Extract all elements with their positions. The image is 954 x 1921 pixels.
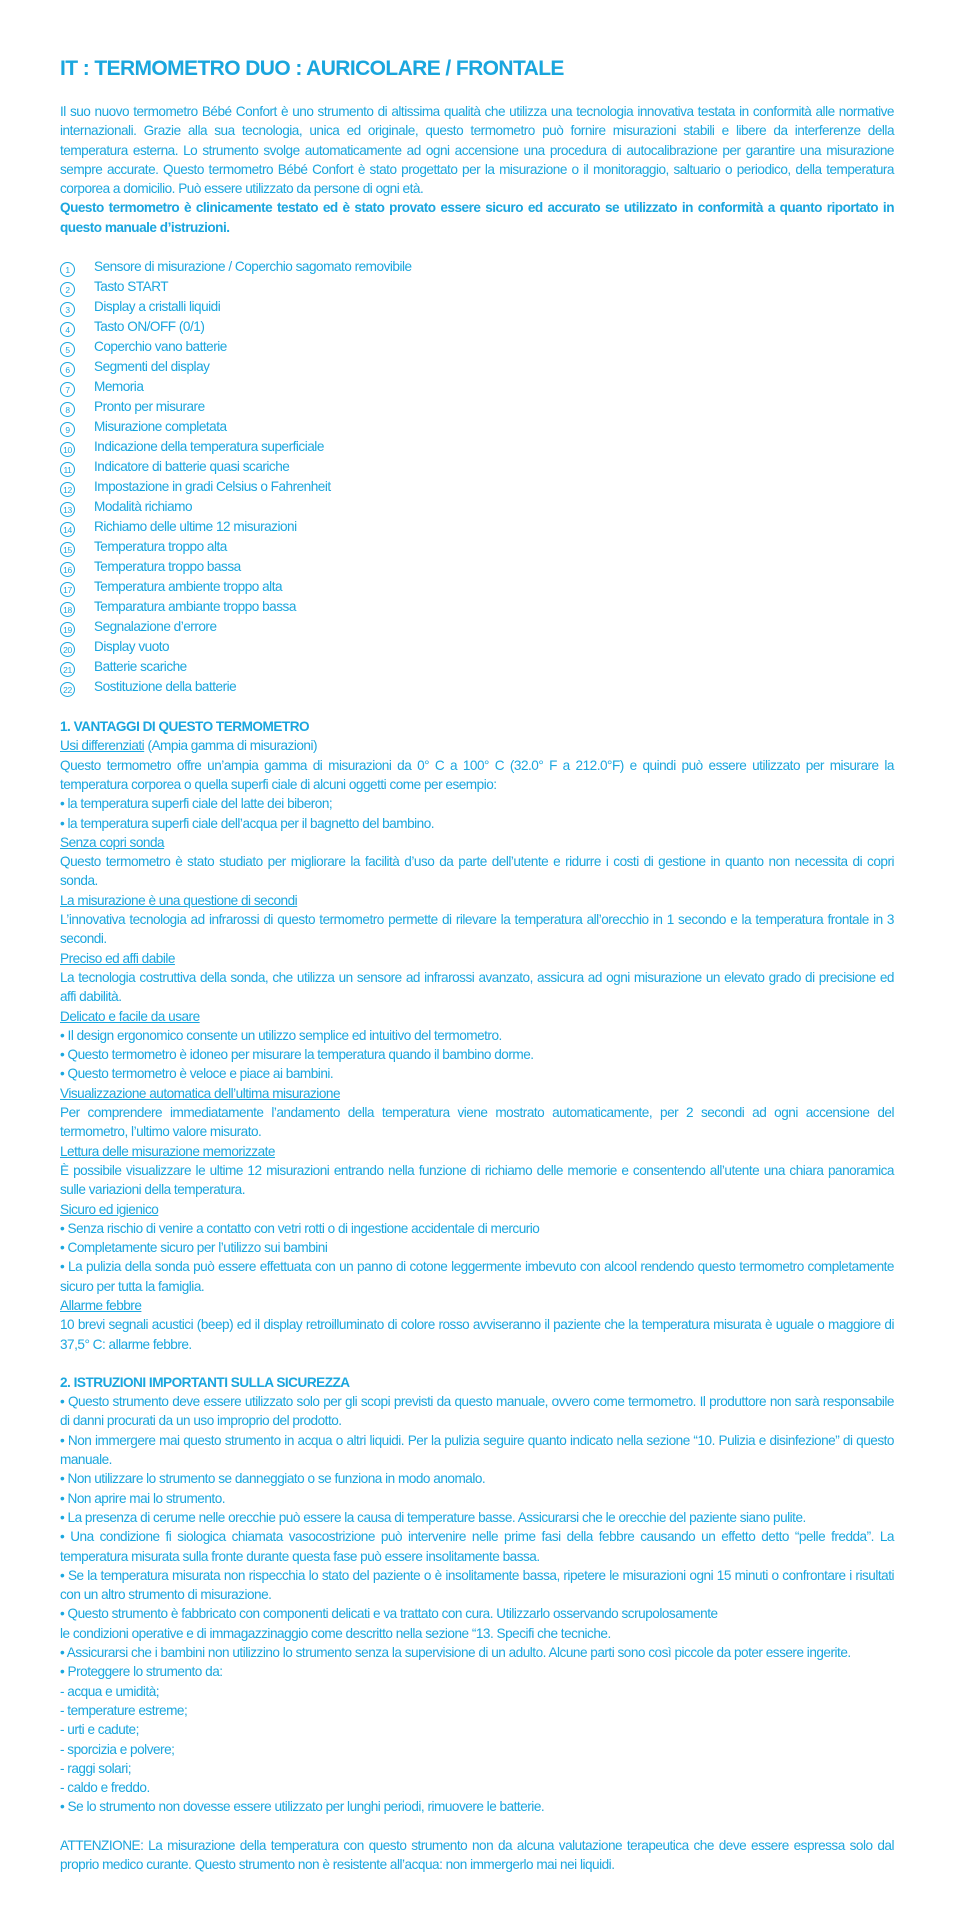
list-item-label: Indicatore di batterie quasi scariche [94,459,290,475]
list-item-label: Display vuoto [94,639,170,655]
paragraph: • Questo strumento è fabbricato con componenti delicati e va trattato con cura. Utilizzarlo osservando scrupolosamente [60,1606,718,1622]
circled-number: 5 [60,342,75,357]
paragraph: La tecnologia costruttiva della sonda, che utilizza un sensore ad infrarossi avanzato, assicura ad ogni misurazione un elevato grado di precisione ed affi dabilità. [60,969,894,1005]
paragraph: • Questo termometro è veloce e piace ai bambini. [60,1066,334,1082]
paragraph: • la temperatura superfi ciale dell’acqua per il bagnetto del bambino. [60,815,435,831]
list-item-label: Indicazione della temperatura superficiale [94,439,324,455]
list-item [60,537,894,557]
paragraph: L’innovativa tecnologia ad infrarossi di questo termometro permette di rilevare la temperatura all’orecchio in 1 secondo e la temperatura frontale in 3 secondi. [60,912,894,947]
list-item [60,477,894,497]
paragraph: - temperature estreme; [60,1702,188,1718]
circled-number: 15 [60,542,75,557]
paragraph: - urti e cadute; [60,1722,139,1738]
circled-number: 9 [60,422,75,437]
list-item-label: Sensore di misurazione / Coperchio sagomato removibile [94,259,412,275]
list-item-label: Temperatura ambiente troppo alta [94,579,283,595]
paragraph: È possibile visualizzare le ultime 12 misurazioni entrando nella funzione di richiamo delle memorie e consentendo all’utente una chiara panoramica sulle variazioni della temperatura. [60,1162,894,1198]
circled-number: 1 [60,262,75,277]
circled-number: 14 [60,522,75,537]
list-item [60,277,894,297]
list-item-label: Sostituzione della batterie [94,679,237,695]
paragraph: - acqua e umidità; [60,1683,160,1699]
list-item-label: Batterie scariche [94,659,187,675]
list-item [60,517,894,537]
paragraph: • Assicurarsi che i bambini non utilizzino lo strumento senza la supervisione di un adulto. Alcune parti sono così piccole da poter essere ingerite. [60,1645,851,1661]
list-item-label: Pronto per misurare [94,399,205,415]
paragraph: Per comprendere immediatamente l’andamento della temperatura viene mostrato automaticamente, per 2 secondi ad ogni accensione del termometro, l’ultimo valore misurato. [60,1105,894,1140]
list-item [60,397,894,417]
subheading: Allarme febbre [60,1297,142,1313]
paragraph: - caldo e freddo. [60,1780,150,1796]
section-safety-heading: 2. ISTRUZIONI IMPORTANTI SULLA SICUREZZA [60,1374,350,1390]
paragraph: • Completamente sicuro per l’utilizzo sui bambini [60,1240,328,1256]
paragraph: • Proteggere lo strumento da: [60,1664,223,1680]
circled-number: 3 [60,302,75,317]
list-item-label: Memoria [94,379,144,395]
subheading [60,736,894,755]
subheading: Lettura delle misurazione memorizzate [60,1143,275,1159]
list-item-label: Misurazione completata [94,419,227,435]
list-item [60,257,894,277]
circled-number: 4 [60,322,75,337]
subheading: Visualizzazione automatica dell’ultima misurazione [60,1085,341,1101]
list-item-label: Coperchio vano batterie [94,339,227,355]
paragraph: • Se la temperatura misurata non rispecchia lo stato del paziente o è insolitamente bassa, ripetere le misurazioni ogni 15 minuti o confrontare i risultati con un altro strumento di misurazione. [60,1567,894,1603]
paragraph: le condizioni operative e di immagazzinaggio come descritto nella sezione “13. Specifi che tecniche. [60,1625,611,1641]
circled-number: 18 [60,602,75,617]
subheading: Senza copri sonda [60,834,165,850]
list-item [60,377,894,397]
paragraph: • La presenza di cerume nelle orecchie può essere la causa di temperature basse. Assicurarsi che le orecchie del paziente siano pulite. [60,1509,806,1525]
circled-number: 8 [60,402,75,417]
list-item [60,617,894,637]
paragraph: • Una condizione fi siologica chiamata vasocostrizione può intervenire nelle prime fasi della febbre causando un effetto detto “pelle fredda”. La temperatura misurata sulla fronte durante questa fase può essere insolitamente bassa. [60,1529,894,1564]
list-item-label: Tasto START [94,279,169,295]
page-title: IT : TERMOMETRO DUO : AURICOLARE / FRONTALE [60,57,564,80]
section-safety [60,1373,894,1817]
list-item [60,677,894,697]
subheading-underlined: Usi differenziati [60,738,145,754]
list-item-label: Impostazione in gradi Celsius o Fahrenheit [94,479,331,495]
paragraph: • Non aprire mai lo strumento. [60,1490,226,1506]
circled-number: 12 [60,482,75,497]
paragraph: Questo termometro offre un’ampia gamma di misurazioni da 0° C a 100° C (32.0° F a 212.0°F) e quindi può essere utilizzato per misurare la temperatura corporea o quella superfi ciale di alcuni oggetti come per esempio: [60,757,894,792]
paragraph: - sporcizia e polvere; [60,1741,175,1757]
subheading: Sicuro ed igienico [60,1201,159,1217]
list-item-label: Segmenti del display [94,359,210,375]
paragraph: • Questo termometro è idoneo per misurare la temperatura quando il bambino dorme. [60,1047,534,1063]
circled-number: 20 [60,642,75,657]
list-item-label: Richiamo delle ultime 12 misurazioni [94,519,297,535]
circled-number: 7 [60,382,75,397]
circled-number: 10 [60,442,75,457]
list-item-label: Modalità richiamo [94,499,193,515]
circled-number: 2 [60,282,75,297]
list-item [60,557,894,577]
intro-bold-text: Questo termometro è clinicamente testato ed è stato provato essere sicuro ed accurato se utilizzato in conformità a quanto riportato in questo manuale d’istruzioni. [60,200,894,235]
list-item-label: Tasto ON/OFF (0/1) [94,319,205,335]
paragraph: • Se lo strumento non dovesse essere utilizzato per lunghi periodi, rimuovere le batterie. [60,1799,545,1815]
paragraph: • Non utilizzare lo strumento se danneggiato o se funziona in modo anomalo. [60,1471,486,1487]
list-item-label: Display a cristalli liquidi [94,299,221,315]
paragraph: • Questo strumento deve essere utilizzato solo per gli scopi previsti da questo manuale, ovvero come termometro. Il produttore non sarà responsabile di danni procurati da un uso improprio del prodotto. [60,1394,894,1429]
circled-number: 11 [60,462,75,477]
circled-number: 21 [60,662,75,677]
paragraph: 10 brevi segnali acustici (beep) ed il display retroilluminato di colore rosso avviseranno il paziente che la temperatura misurata è uguale o maggiore di 37,5° C: allarme febbre. [60,1317,894,1352]
list-item [60,637,894,657]
circled-number: 13 [60,502,75,517]
list-item [60,577,894,597]
circled-number: 22 [60,682,75,697]
paragraph: • Senza rischio di venire a contatto con vetri rotti o di ingestione accidentale di mercurio [60,1220,540,1236]
list-item-label: Temperatura troppo alta [94,539,227,555]
list-item [60,357,894,377]
parts-list [60,257,894,697]
list-item [60,497,894,517]
section-advantages-heading: 1. VANTAGGI DI QUESTO TERMOMETRO [60,719,310,735]
intro-section [60,102,894,237]
subheading-rest: (Ampia gamma di misurazioni) [144,738,318,754]
section-advantages [60,717,894,1354]
list-item [60,417,894,437]
list-item [60,337,894,357]
circled-number: 16 [60,562,75,577]
list-item [60,597,894,617]
circled-number: 19 [60,622,75,637]
subheading: Delicato e facile da usare [60,1008,200,1024]
list-item [60,457,894,477]
subheading: La misurazione è una questione di secondi [60,892,298,908]
paragraph: Questo termometro è stato studiato per migliorare la facilità d’uso da parte dell’utente e ridurre i costi di gestione in quanto non necessita di copri sonda. [60,854,894,889]
paragraph: • la temperatura superfi ciale del latte dei biberon; [60,796,333,812]
list-item-label: Segnalazione d’errore [94,619,217,635]
circled-number: 6 [60,362,75,377]
circled-number: 17 [60,582,75,597]
subheading: Preciso ed affi dabile [60,950,175,966]
list-item [60,297,894,317]
paragraph: • La pulizia della sonda può essere effettuata con un panno di cotone leggermente imbevuto con alcool rendendo questo termometro completamente sicuro per tutta la famiglia. [60,1259,894,1294]
list-item [60,437,894,457]
paragraph: - raggi solari; [60,1760,132,1776]
list-item-label: Temperatura troppo bassa [94,559,241,575]
list-item-label: Temparatura ambiante troppo bassa [94,599,296,615]
list-item [60,317,894,337]
attention-note: ATTENZIONE: La misurazione della temperatura con questo strumento non da alcuna valutazione terapeutica che deve essere espressa solo dal proprio medico curante. Questo strumento non è resistente all’acqua: non immergerlo mai nei liquidi. [60,1837,894,1872]
paragraph: • Il design ergonomico consente un utilizzo semplice ed intuitivo del termometro. [60,1027,502,1043]
list-item [60,657,894,677]
intro-text: Il suo nuovo termometro Bébé Confort è uno strumento di altissima qualità che utilizza una tecnologia innovativa testata in conformità alle normative internazionali. Grazie alla sua tecnologia, unica ed originale, questo termometro può fornire misurazioni stabili e libere da interferenze della temperatura esterna. Lo strumento svolge automaticamente ad ogni accensione una procedura di autocalibrazione per garantire una misurazione sempre accurate. Questo termometro Bébé Confort è stato progettato per la misurazione o il monitoraggio, saltuario o periodico, della temperatura corporea a domicilio. Può essere utilizzato da persone di ogni età. [60,104,894,197]
paragraph: • Non immergere mai questo strumento in acqua o altri liquidi. Per la pulizia seguire quanto indicato nella sezione “10. Pulizia e disinfezione” di questo manuale. [60,1432,894,1468]
